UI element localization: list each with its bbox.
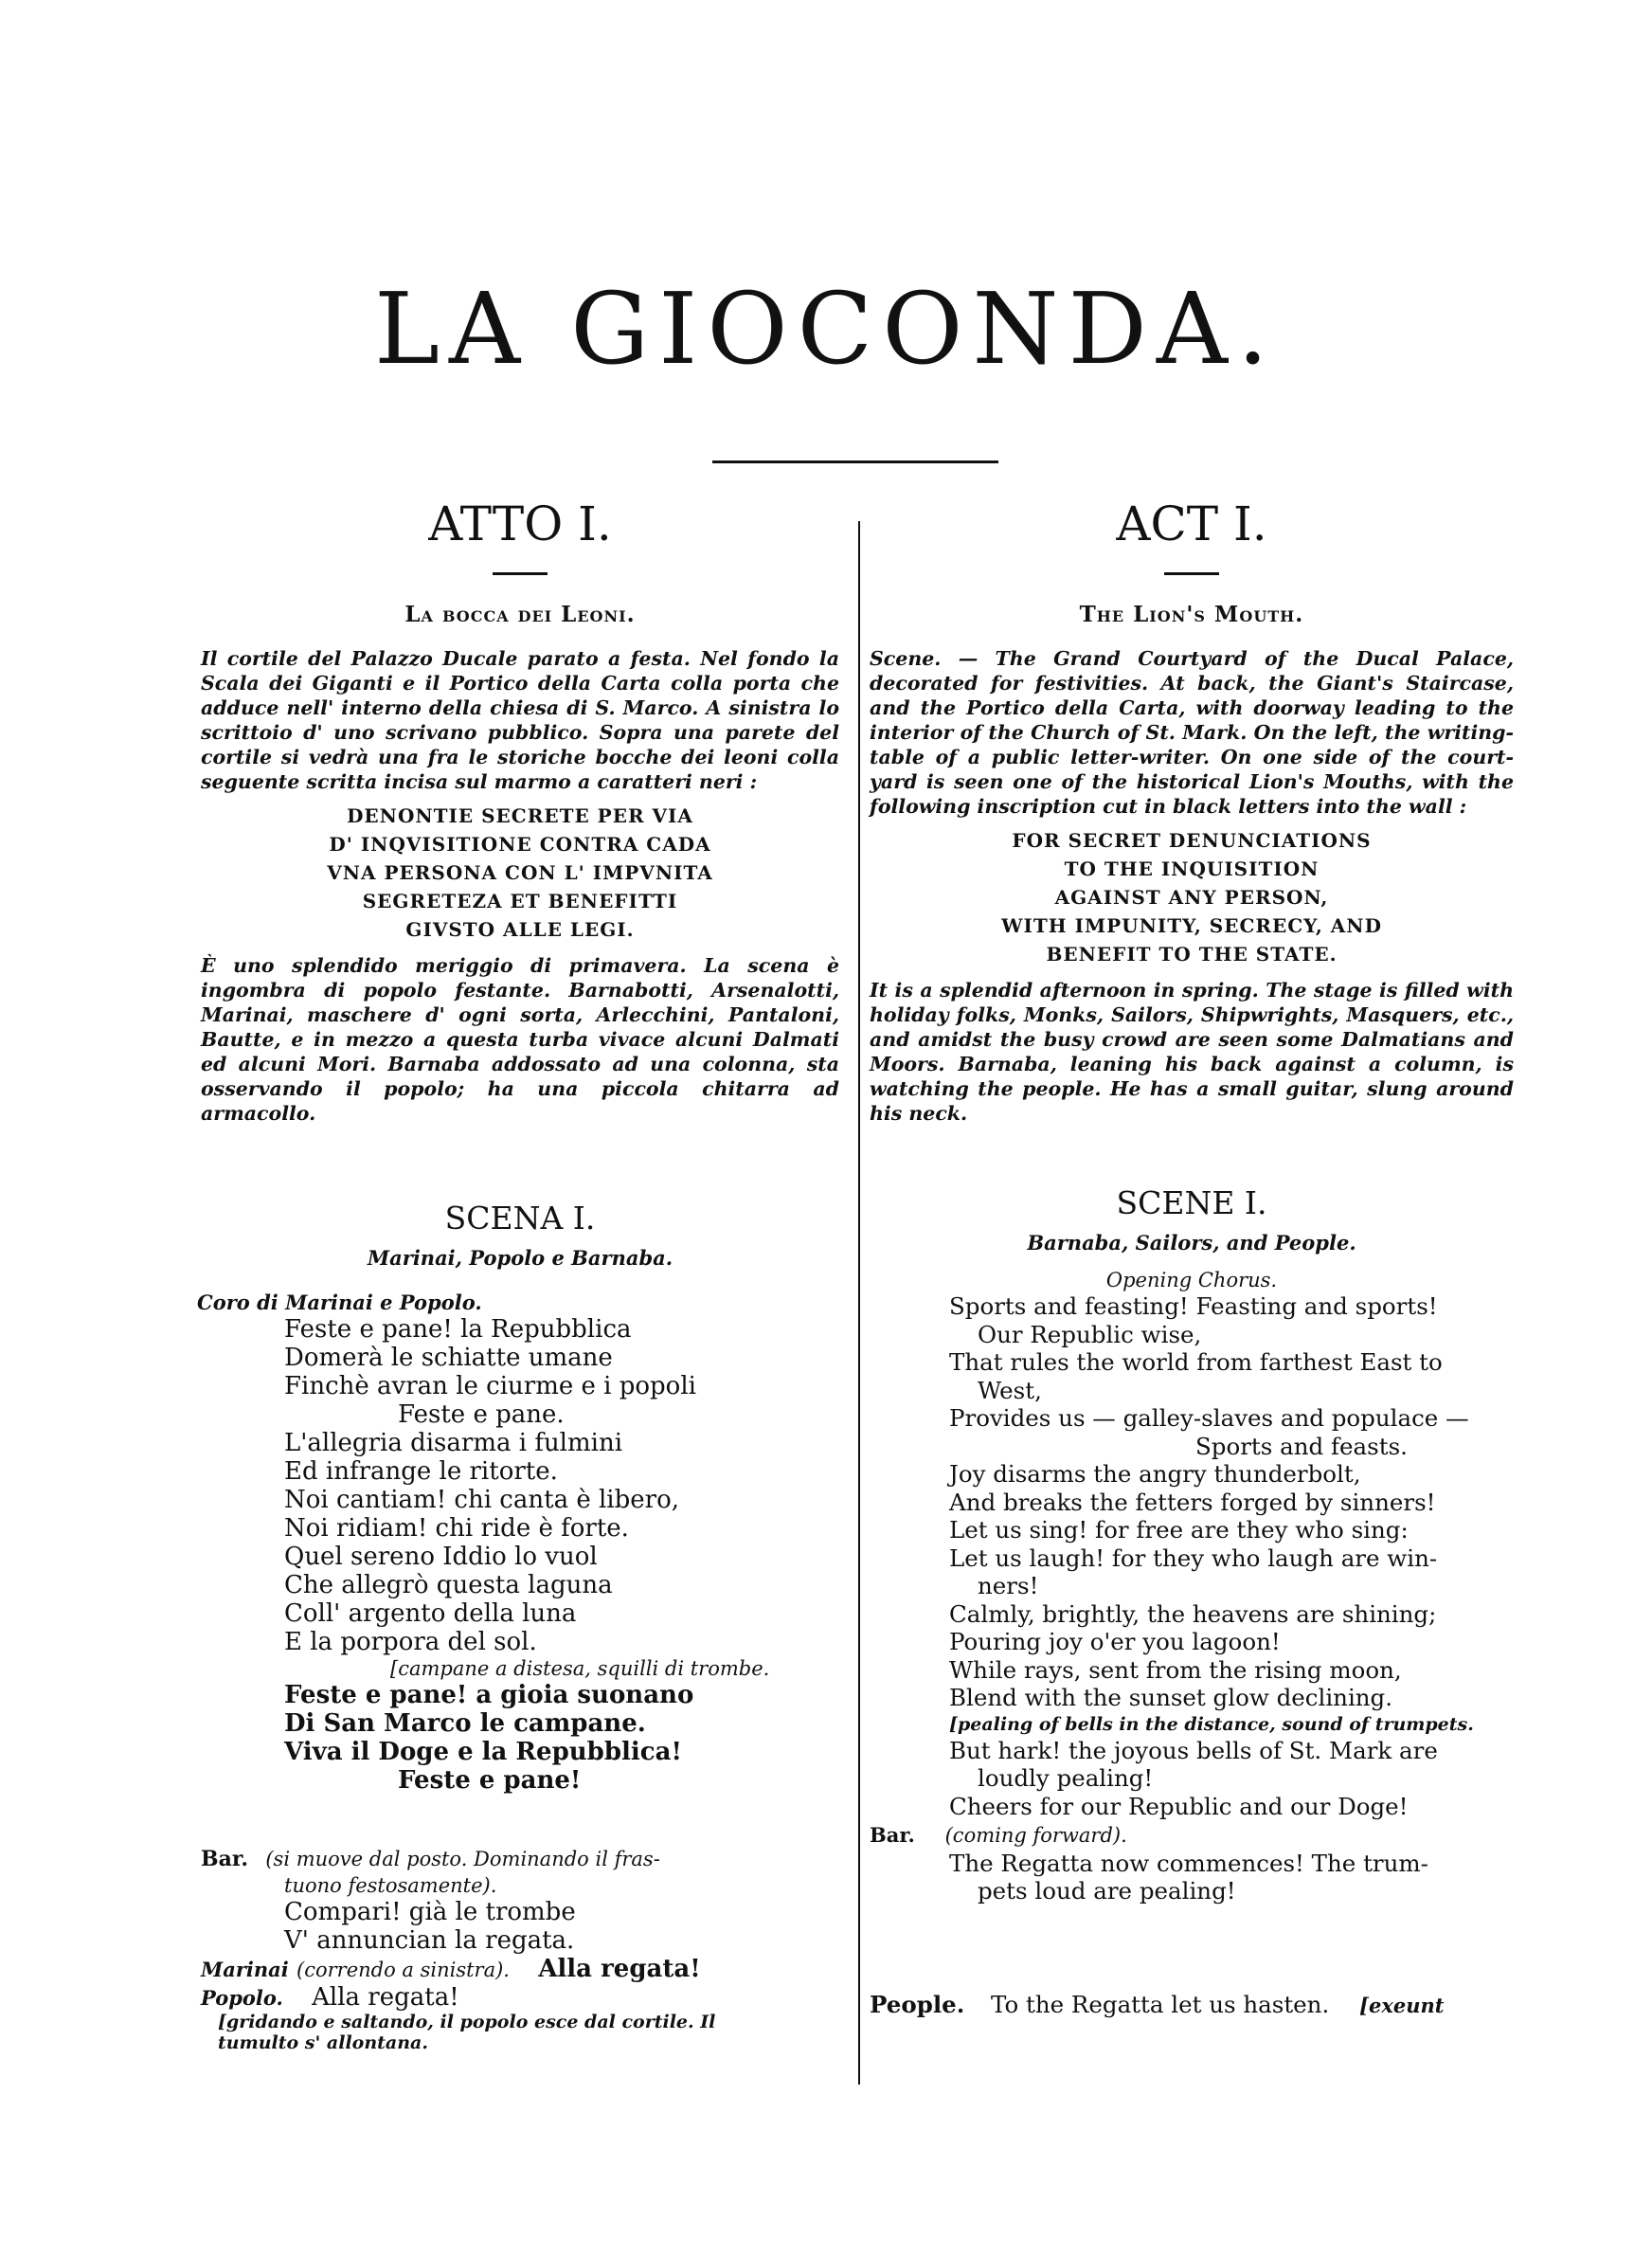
inscription-line: GIVSTO ALLE LEGI.	[405, 918, 635, 941]
stage-note: [exeunt	[1359, 1993, 1445, 2017]
stage-direction-2-english: It is a splendid afternoon in spring. The stage is filled with holiday folks, Monks, Sailors, Shipwrights, Masquers, etc., and amidst the busy crowd are seen some Dalmatians and Moors. Barnaba, leaning his back against a column, is watching the people. He has a small guitar, slung around his neck.	[870, 979, 1514, 1125]
verse-line: Blend with the sunset glow declining.	[949, 1684, 1393, 1711]
inscription-line: WITH IMPUNITY, SECRECY, AND	[1001, 914, 1382, 937]
speaker-label: Bar.	[870, 1823, 915, 1847]
stage-note: tuono festosamente).	[284, 1874, 497, 1897]
stage-direction-english: Scene. — The Grand Courtyard of the Ducal Palace, decorated for festivities. At back, the Giant's Staircase, and the Portico della Carta, with doorway leading to the interior of the Church of St. Mark. On the left, the writing-table of a public letter-writer. On one side of the court-yard is seen one of the historical Lion's Mouths, with the following inscription cut in black letters into the wall :	[870, 647, 1514, 818]
verse-line: Our Republic wise,	[978, 1320, 1202, 1348]
final-direction-italian	[201, 2012, 839, 2053]
act-rule-english	[1164, 572, 1219, 575]
inscription-line: BENEFIT TO THE STATE.	[1046, 943, 1338, 966]
act-heading-italian: ATTO I.	[428, 497, 612, 551]
chorus-heading-italian: Coro di Marinai e Popolo.	[197, 1291, 482, 1314]
verse-line: Che allegrò questa laguna	[284, 1571, 613, 1599]
verse-line: Joy disarms the angry thunderbolt,	[949, 1460, 1361, 1488]
verse-line: The Regatta now commences! The trum-	[949, 1849, 1428, 1877]
verse-line: Cheers for our Republic and our Doge!	[949, 1792, 1409, 1820]
chorus-heading-english: Opening Chorus.	[1105, 1269, 1278, 1291]
stage-note: [gridando e saltando, il popolo esce dal cortile. Il	[218, 2012, 716, 2032]
speaker-label: Marinai	[201, 1958, 289, 1981]
verse-line: That rules the world from farthest East to	[949, 1348, 1443, 1376]
stage-note: (coming forward).	[944, 1824, 1127, 1847]
italian-column	[197, 493, 839, 2053]
verse-line: Noi cantiam! chi canta è libero,	[284, 1486, 679, 1514]
verse-line: Feste e pane!	[398, 1766, 582, 1795]
verse-line: Domerà le schiatte umane	[284, 1344, 613, 1372]
page-title: LA GIOCONDA.	[373, 271, 1279, 387]
verse-line: Let us sing! for free are they who sing:	[949, 1516, 1409, 1544]
inscription-line: TO THE INQUISITION	[1064, 858, 1320, 880]
verse-line: loudly pealing!	[978, 1764, 1154, 1792]
verse-line: Viva il Doge e la Repubblica!	[284, 1738, 682, 1766]
stage-direction-italian: Il cortile del Palazzo Ducale parato a festa. Nel fondo la Scala dei Giganti e il Portico della Carta colla porta che adduce nell' interno della chiesa di S. Marco. A sinistra lo scrittoio d' uno scrivano pubblico. Sopra una parete del cortile si vedrà una fra le storiche bocche dei leoni colla seguente scritta incisa sul marmo a caratteri neri :	[201, 647, 839, 793]
place-heading-italian: La bocca dei Leoni.	[404, 602, 636, 627]
verse-line: Coll' argento della luna	[284, 1599, 577, 1628]
verse-line: Alla regata!	[538, 1955, 701, 1983]
bells-direction-english: [pealing of bells in the distance, sound of trumpets.	[949, 1713, 1474, 1735]
inscription-line: FOR SECRET DENUNCIATIONS	[1012, 829, 1372, 852]
inscription-line: AGAINST ANY PERSON,	[1054, 886, 1329, 909]
bells-direction-italian: [campane a distesa, squilli di trombe.	[390, 1657, 770, 1680]
verse-line: And breaks the fetters forged by sinners!	[949, 1488, 1436, 1516]
verse-line: Feste e pane! la Repubblica	[284, 1315, 632, 1344]
scene-heading-italian: SCENA I.	[444, 1200, 596, 1237]
inscription-line: DENONTIE SECRETE PER VIA	[347, 804, 693, 827]
verse-line: Pouring joy o'er you lagoon!	[949, 1628, 1281, 1655]
stage-note: (si muove dal posto. Dominando il fras-	[265, 1848, 660, 1870]
verse-line: pets loud are pealing!	[978, 1877, 1236, 1905]
chorus2-italian	[284, 1681, 839, 1795]
chorus-italian	[284, 1315, 839, 1656]
column-divider	[858, 521, 860, 2085]
stage-note: (correndo a sinistra).	[296, 1959, 510, 1981]
verse-line: Finchè avran le ciurme e i popoli	[284, 1372, 696, 1400]
title-rule	[712, 460, 998, 463]
verse-line: But hark! the joyous bells of St. Mark are	[949, 1736, 1438, 1764]
scene-heading-english: SCENE I.	[1116, 1184, 1267, 1221]
verse-line: E la porpora del sol.	[284, 1628, 537, 1656]
barnaba-speech-italian	[201, 1844, 839, 2053]
speaker-label: Popolo.	[201, 1986, 283, 2010]
persons-english: Barnaba, Sailors, and People.	[1027, 1231, 1356, 1255]
stage-direction-2-italian: È uno splendido meriggio di primavera. La scena è ingombra di popolo festante. Barnabotti, Arsenalotti, Marinai, maschere d' ogni sorta, Arlecchini, Pantaloni, Bautte, e in mezzo a questa turba vivace alcuni Dalmati ed alcuni Mori. Barnaba addossato ad una colonna, sta osservando il popolo; ha una piccola chitarra ad armacollo.	[201, 954, 839, 1125]
verse-line: Quel sereno Iddio lo vuol	[284, 1543, 598, 1571]
speaker-label: People.	[870, 1990, 965, 2018]
persons-italian: Marinai, Popolo e Barnaba.	[367, 1246, 673, 1270]
inscription-line: SEGRETEZA ET BENEFITTI	[362, 890, 678, 912]
verse-line: Compari! già le trombe	[284, 1898, 576, 1926]
stage-note: tumulto s' allontana.	[218, 2032, 428, 2053]
verse-line: While rays, sent from the rising moon,	[949, 1655, 1402, 1684]
verse-line: Alla regata!	[312, 1983, 459, 2012]
verse-line: ners!	[978, 1572, 1039, 1599]
chorus-english	[949, 1292, 1514, 1712]
inscription-english	[870, 826, 1514, 968]
verse-line: Sports and feasting! Feasting and sports!	[949, 1292, 1438, 1320]
chorus2-english	[949, 1737, 1514, 1821]
verse-line: Noi ridiam! chi ride è forte.	[284, 1514, 629, 1543]
verse-line: Sports and feasts.	[1195, 1432, 1408, 1460]
verse-line: Di San Marco le campane.	[284, 1709, 646, 1738]
english-column	[870, 493, 1514, 2019]
verse-line: Ed infrange le ritorte.	[284, 1457, 558, 1486]
verse-line: Provides us — galley-slaves and populace —	[949, 1404, 1469, 1432]
verse-line: West,	[978, 1376, 1042, 1404]
inscription-line: VNA PERSONA CON L' IMPVNITA	[327, 861, 713, 884]
verse-line: Let us laugh! for they who laugh are win-	[949, 1544, 1438, 1572]
verse-line: V' annuncian la regata.	[284, 1926, 575, 1955]
inscription-italian	[201, 802, 839, 944]
verse-line: To the Regatta let us hasten.	[991, 1990, 1330, 2018]
inscription-line: D' INQVISITIONE CONTRA CADA	[329, 833, 711, 856]
verse-line: Feste e pane.	[398, 1400, 565, 1429]
people-line-english	[870, 1991, 1514, 2019]
place-heading-english: The Lion's Mouth.	[1079, 602, 1304, 627]
speaker-label: Bar.	[201, 1847, 249, 1871]
act-heading-english: ACT I.	[1116, 497, 1267, 551]
barnaba-speech-english	[870, 1820, 1514, 1905]
verse-line: L'allegria disarma i fulmini	[284, 1429, 623, 1457]
verse-line: Calmly, brightly, the heavens are shining;	[949, 1599, 1437, 1628]
verse-line: Feste e pane! a gioia suonano	[284, 1681, 694, 1709]
act-rule-italian	[493, 572, 548, 575]
